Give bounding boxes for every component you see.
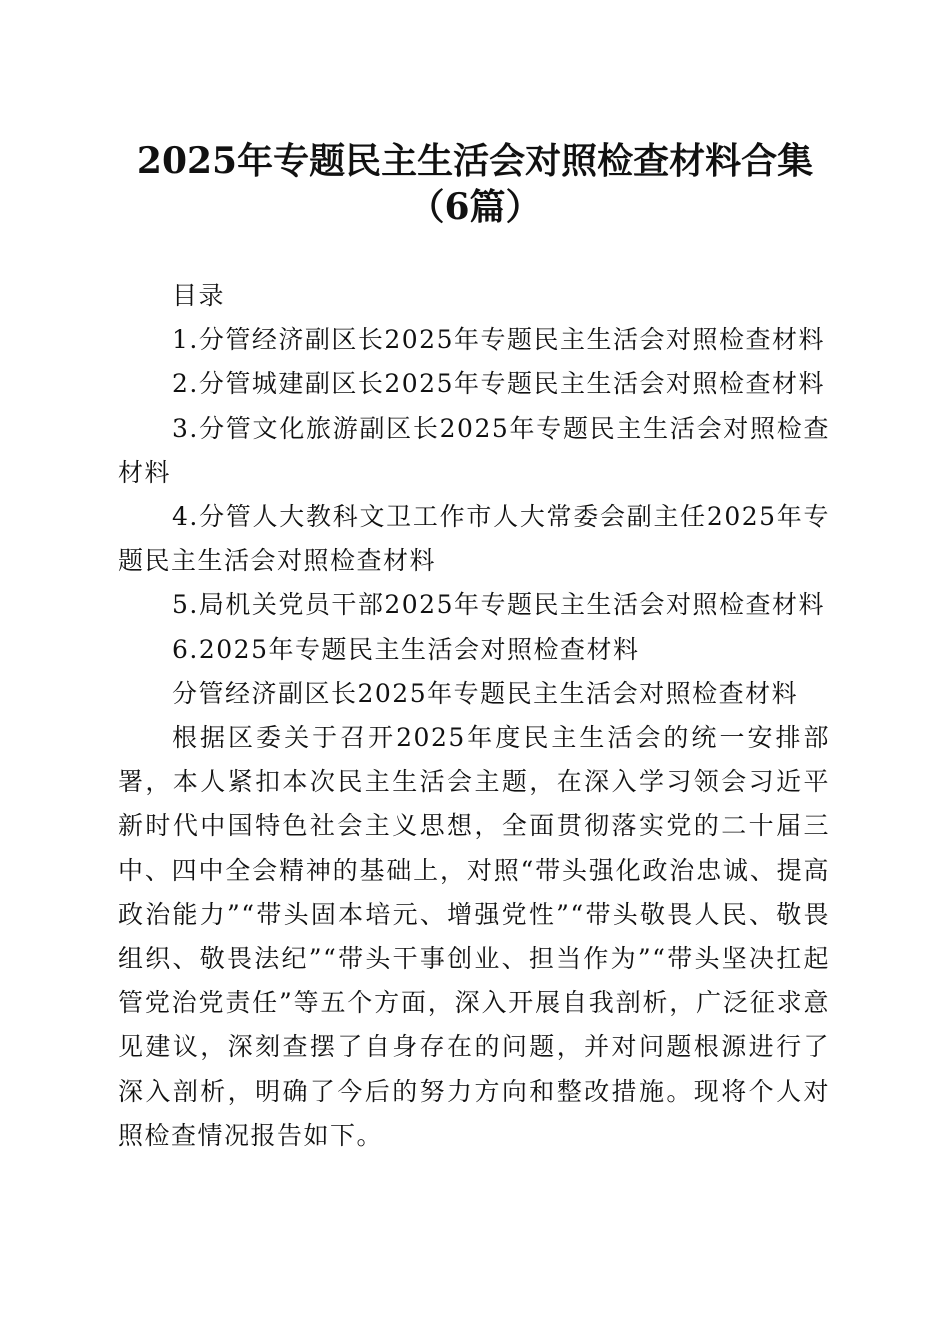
document-title: 2025年专题民主生活会对照检查材料合集（6篇） [136,140,814,228]
toc-item-4: 4.分管人大教科文卫工作市人大常委会副主任2025年专题民主生活会对照检查材料 [118,502,830,576]
toc-item-2: 2.分管城建副区长2025年专题民主生活会对照检查材料 [172,369,825,399]
toc-item-6: 6.2025年专题民主生活会对照检查材料 [172,634,640,664]
document-body [118,274,830,1158]
body-paragraph: 根据区委关于召开2025年度民主生活会的统一安排部署，本人紧扣本次民主生活会主题，在深入学习领会习近平新时代中国特色社会主义思想，全面贯彻落实党的二十届三中、四中全会精神的基础上，对照“带头强化政治忠诚、提高政治能力”“带头固本培元、增强党性”“带头敬畏人民、敬畏组织、敬畏法纪”“带头干事创业、担当作为”“带头坚决扛起管党治党责任”等五个方面，深入开展自我剖析，广泛征求意见建议，深刻查摆了自身存在的问题，并对问题根源进行了深入剖析，明确了今后的努力方向和整改措施。现将个人对照检查情况报告如下。 [118,723,830,1150]
toc-item-1: 1.分管经济副区长2025年专题民主生活会对照检查材料 [172,325,825,355]
section-title: 分管经济副区长2025年专题民主生活会对照检查材料 [172,678,799,708]
toc-heading: 目录 [172,281,226,310]
toc-item-5: 5.局机关党员干部2025年专题民主生活会对照检查材料 [172,590,825,620]
toc-item-3: 3.分管文化旅游副区长2025年专题民主生活会对照检查材料 [118,413,830,487]
